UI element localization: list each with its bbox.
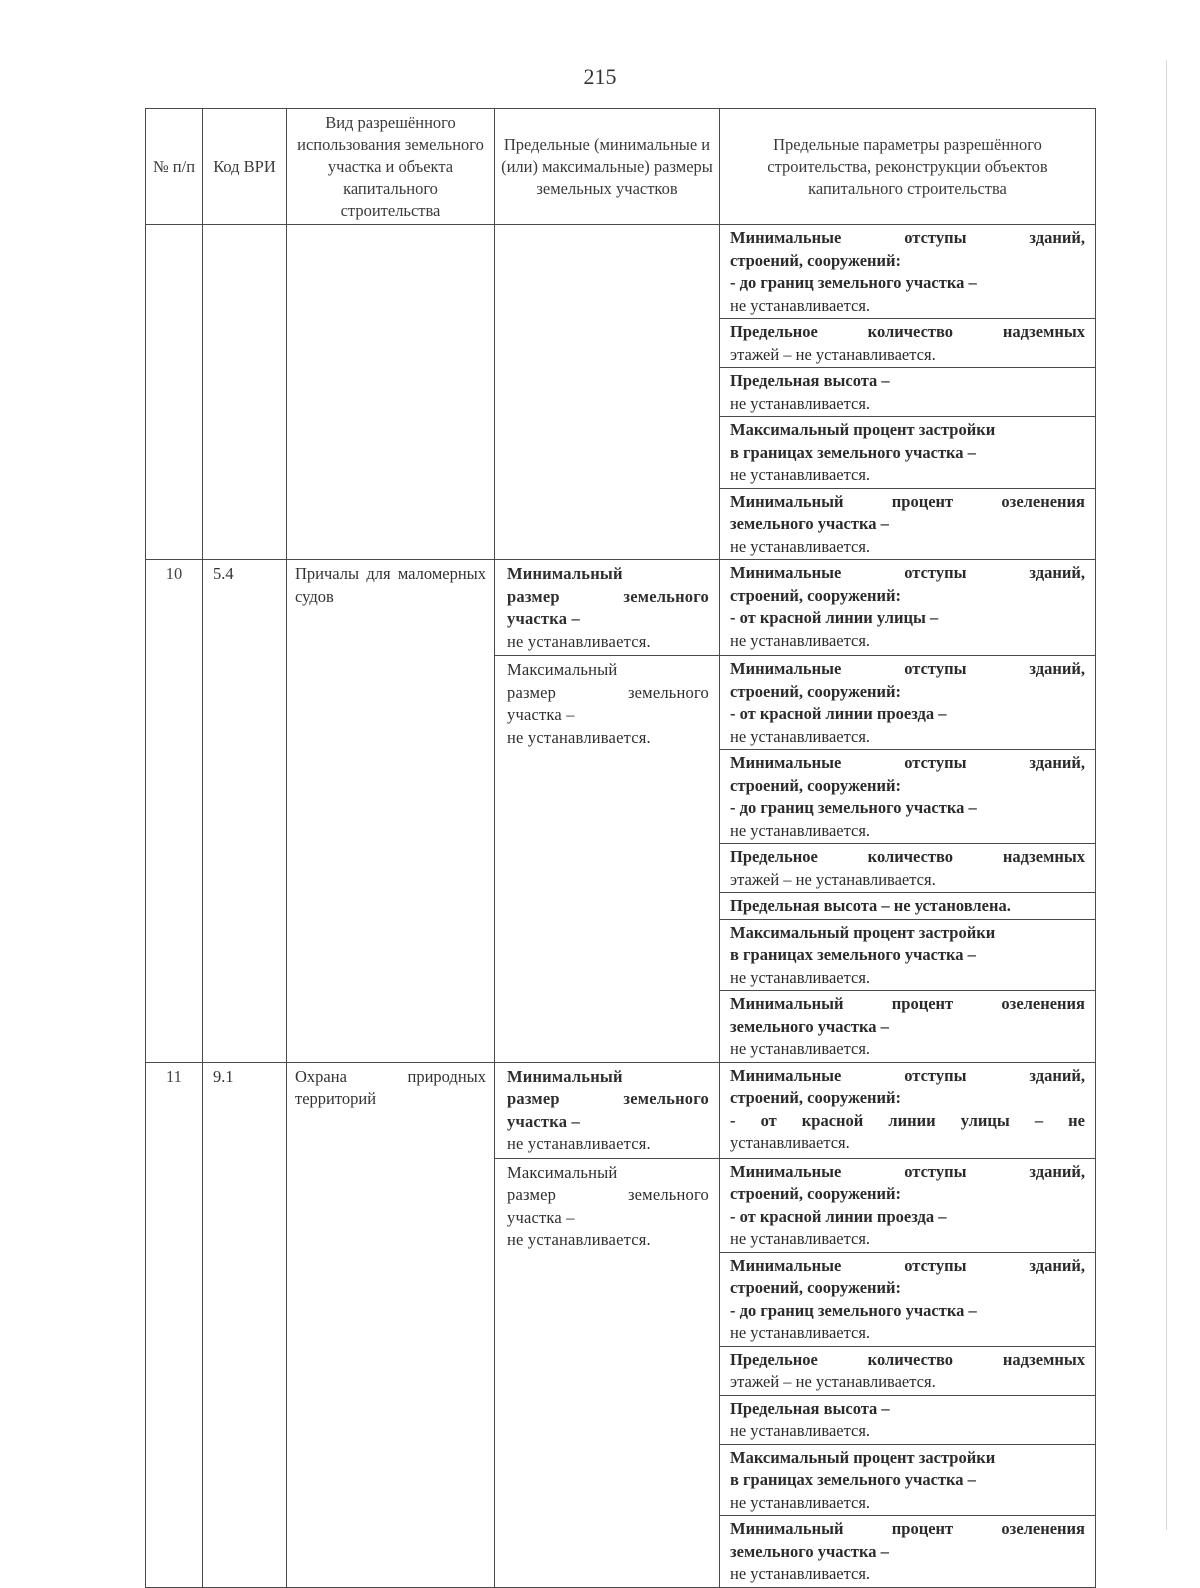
header-params: Предельные параметры разрешённого строительства, реконструкции объектов капитального строительства	[720, 109, 1096, 225]
table-row	[146, 1062, 1096, 1158]
size-line: Минимальный	[507, 1066, 623, 1086]
table-header	[146, 109, 1096, 225]
param-value: не устанавливается.	[730, 295, 871, 315]
param-value: не устанавливается.	[730, 536, 871, 556]
param-cell	[720, 1346, 1096, 1395]
param-cell	[720, 417, 1096, 489]
size-line: размер земельного	[507, 682, 709, 702]
size-value: не устанавливается.	[507, 1134, 651, 1153]
param-value: этажей – не устанавливается.	[730, 344, 936, 364]
param-value: не устанавливается.	[730, 1564, 871, 1583]
param-title: Минимальные отступы зданий,	[730, 228, 1085, 247]
param-cell	[720, 893, 1096, 920]
param-line: строений, сооружений:	[730, 1278, 902, 1297]
param-value: не устанавливается.	[730, 967, 871, 987]
param-title: Минимальный процент озеленения	[730, 1519, 1085, 1538]
param-title: Максимальный процент застройки	[730, 1447, 996, 1467]
param-line: земельного участка –	[730, 1541, 889, 1561]
param-value: не устанавливается.	[730, 1492, 871, 1512]
page-number: 215	[583, 64, 617, 89]
param-title: Предельная высота –	[730, 371, 890, 390]
param-cell	[720, 1444, 1096, 1516]
param-cell	[720, 1158, 1096, 1252]
param-title: Минимальные отступы зданий,	[730, 1065, 1085, 1085]
param-title: Максимальный процент застройки	[730, 420, 996, 439]
regulations-table	[145, 108, 1096, 1588]
param-cell	[720, 1062, 1096, 1158]
table-row	[146, 225, 1096, 319]
param-line: - до границ земельного участка –	[730, 1300, 977, 1320]
param-value: этажей – не устанавливается.	[730, 869, 936, 889]
param-title: Предельное количество надземных	[730, 1349, 1085, 1369]
size-value: не устанавливается.	[507, 1230, 651, 1249]
size-line: размер земельного	[507, 586, 709, 606]
size-cell	[495, 656, 720, 1063]
param-line: строений, сооружений:	[730, 775, 902, 795]
size-cell	[495, 1062, 720, 1158]
param-value: устанавливается.	[730, 1133, 850, 1152]
continuation-sizes	[495, 225, 720, 560]
param-title: Минимальные отступы зданий,	[730, 563, 1085, 582]
row-num: 10	[146, 560, 203, 1063]
table-body	[146, 225, 1096, 1588]
param-title: Минимальный процент озеленения	[730, 491, 1085, 511]
param-title: Предельное количество надземных	[730, 847, 1085, 866]
param-line: в границах земельного участка –	[730, 945, 976, 964]
param-title: Минимальные отступы зданий,	[730, 659, 1085, 678]
table-row	[146, 560, 1096, 656]
param-line: - от красной линии проезда –	[730, 1206, 947, 1226]
param-value: не устанавливается.	[730, 820, 871, 840]
header-code: Код ВРИ	[203, 109, 287, 225]
param-line: - до границ земельного участка –	[730, 798, 977, 817]
size-cell	[495, 560, 720, 656]
param-value: не устанавливается.	[730, 726, 871, 746]
param-line: в границах земельного участка –	[730, 442, 976, 462]
continuation-type	[287, 225, 495, 560]
param-title: Минимальные отступы зданий,	[730, 753, 1085, 772]
row-type: Охрана природных территорий	[287, 1062, 495, 1587]
size-line: участка –	[507, 705, 575, 724]
param-cell	[720, 225, 1096, 319]
param-value: не устанавливается.	[730, 465, 871, 484]
param-cell	[720, 488, 1096, 560]
param-title: Предельная высота – не установлена.	[730, 896, 1011, 915]
param-line: строений, сооружений:	[730, 250, 902, 270]
header-num: № п/п	[146, 109, 203, 225]
param-cell	[720, 991, 1096, 1063]
param-cell	[720, 560, 1096, 656]
continuation-code	[203, 225, 287, 560]
continuation-num	[146, 225, 203, 560]
param-title: Минимальный процент озеленения	[730, 994, 1085, 1013]
param-cell	[720, 1516, 1096, 1588]
param-cell	[720, 319, 1096, 368]
size-line: размер земельного	[507, 1089, 709, 1108]
row-type: Причалы для маломерных судов	[287, 560, 495, 1063]
size-line: Максимальный	[507, 660, 618, 679]
param-line: - до границ земельного участка –	[730, 273, 977, 292]
param-value: не устанавливается.	[730, 1229, 871, 1248]
param-cell	[720, 368, 1096, 417]
size-value: не устанавливается.	[507, 727, 651, 747]
param-title: Минимальные отступы зданий,	[730, 1161, 1085, 1181]
scan-edge-line	[1166, 60, 1167, 1530]
param-value: не устанавливается.	[730, 1421, 871, 1440]
param-title: Предельная высота –	[730, 1398, 890, 1418]
param-cell	[720, 656, 1096, 750]
param-value: не устанавливается.	[730, 393, 871, 413]
param-line: - от красной линии проезда –	[730, 704, 947, 723]
param-line: - от красной линии улицы – не	[730, 1110, 1085, 1130]
header-type: Вид разрешённого использования земельного участка и объекта капитального строительства	[287, 109, 495, 225]
param-line: в границах земельного участка –	[730, 1470, 976, 1489]
param-line: строений, сооружений:	[730, 1184, 902, 1203]
param-cell	[720, 1395, 1096, 1444]
param-title: Максимальный процент застройки	[730, 922, 996, 942]
param-title: Предельное количество надземных	[730, 322, 1085, 341]
param-cell	[720, 750, 1096, 844]
size-line: Максимальный	[507, 1162, 618, 1182]
size-value: не устанавливается.	[507, 631, 651, 651]
param-line: строений, сооружений:	[730, 585, 902, 605]
size-cell	[495, 1158, 720, 1587]
param-line: земельного участка –	[730, 514, 889, 533]
param-line: строений, сооружений:	[730, 1088, 902, 1107]
row-code: 5.4	[203, 560, 287, 1063]
size-line: Минимальный	[507, 564, 623, 583]
param-line: - от красной линии улицы –	[730, 608, 939, 627]
param-cell	[720, 1252, 1096, 1346]
size-line: размер земельного	[507, 1185, 709, 1204]
param-line: земельного участка –	[730, 1016, 889, 1036]
param-value: не устанавливается.	[730, 1323, 871, 1342]
row-code: 9.1	[203, 1062, 287, 1587]
size-line: участка –	[507, 609, 580, 628]
param-cell	[720, 919, 1096, 991]
size-line: участка –	[507, 1207, 575, 1227]
param-value: этажей – не устанавливается.	[730, 1372, 936, 1391]
param-value: не устанавливается.	[730, 1039, 871, 1058]
size-line: участка –	[507, 1111, 580, 1131]
row-num: 11	[146, 1062, 203, 1587]
param-title: Минимальные отступы зданий,	[730, 1255, 1085, 1275]
param-cell	[720, 844, 1096, 893]
header-sizes: Предельные (минимальные и (или) максимальные) размеры земельных участков	[495, 109, 720, 225]
param-line: строений, сооружений:	[730, 681, 902, 701]
param-value: не устанавливается.	[730, 630, 871, 650]
